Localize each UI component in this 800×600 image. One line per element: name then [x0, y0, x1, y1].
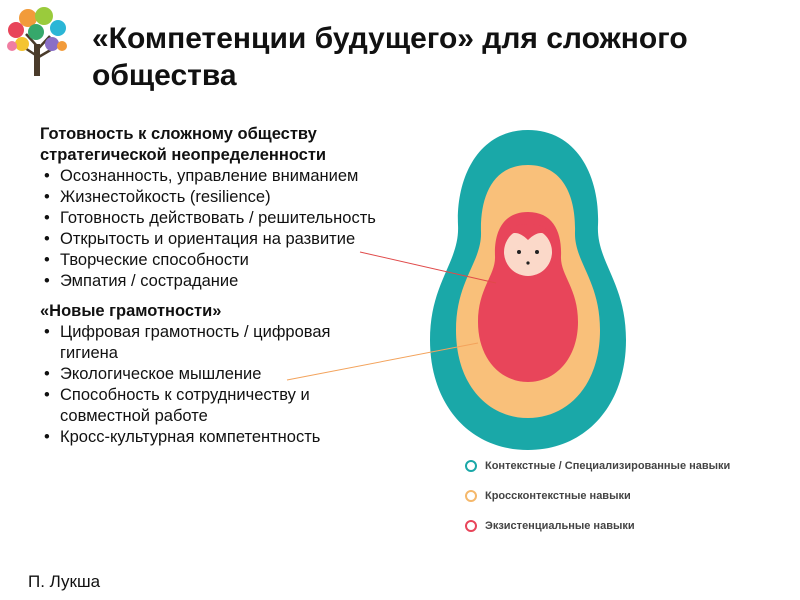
section-title-new-literacies: «Новые грамотности» — [40, 302, 222, 320]
list-item: • Жизнестойкость (resilience) — [40, 187, 392, 208]
author-name: П. Лукша — [28, 572, 101, 591]
legend-label: Экзистенциальные навыки — [485, 520, 635, 532]
list-item: • Эмпатия / сострадание — [40, 271, 392, 292]
list-item: • Открытость и ориентация на развитие — [40, 229, 392, 250]
list-item: • Цифровая грамотность / цифровая гигиена — [40, 322, 392, 364]
list-item: • Способность к сотрудничеству и совместной работе — [40, 385, 392, 427]
new-literacies-list — [40, 322, 392, 448]
list-item: • Экологическое мышление — [40, 364, 392, 385]
page-title: «Компетенции будущего» для сложного общества — [92, 22, 688, 92]
legend-dot-icon — [465, 520, 477, 532]
doll-eye-left — [517, 250, 521, 254]
legend-label: Контекстные / Специализированные навыки — [485, 460, 731, 472]
competence-list — [40, 124, 392, 448]
list-item: • Кросс-культурная компетентность — [40, 427, 392, 448]
legend-item-contextual — [465, 459, 730, 473]
list-item: • Готовность действовать / решительность — [40, 208, 392, 229]
list-item: • Творческие способности — [40, 250, 392, 271]
doll-eye-right — [535, 250, 539, 254]
readiness-list — [40, 166, 392, 292]
section-title-readiness: Готовность к сложному обществу стратегической неопределенности — [40, 125, 327, 164]
middle-layer-crosscontextual — [456, 165, 600, 418]
doll-hair — [504, 224, 552, 248]
legend-item-crosscontextual — [465, 489, 730, 503]
tree-logo-icon — [4, 6, 70, 78]
legend-item-existential — [465, 519, 730, 533]
legend-dot-icon — [465, 460, 477, 472]
outer-layer-contextual — [430, 130, 626, 450]
legend-label: Кроссконтекстные навыки — [485, 490, 631, 502]
legend-dot-icon — [465, 490, 477, 502]
doll-face — [504, 228, 552, 276]
inner-layer-existential — [478, 212, 578, 382]
legend — [465, 459, 730, 549]
list-item: • Осознанность, управление вниманием — [40, 166, 392, 187]
doll-mouth — [526, 261, 529, 264]
